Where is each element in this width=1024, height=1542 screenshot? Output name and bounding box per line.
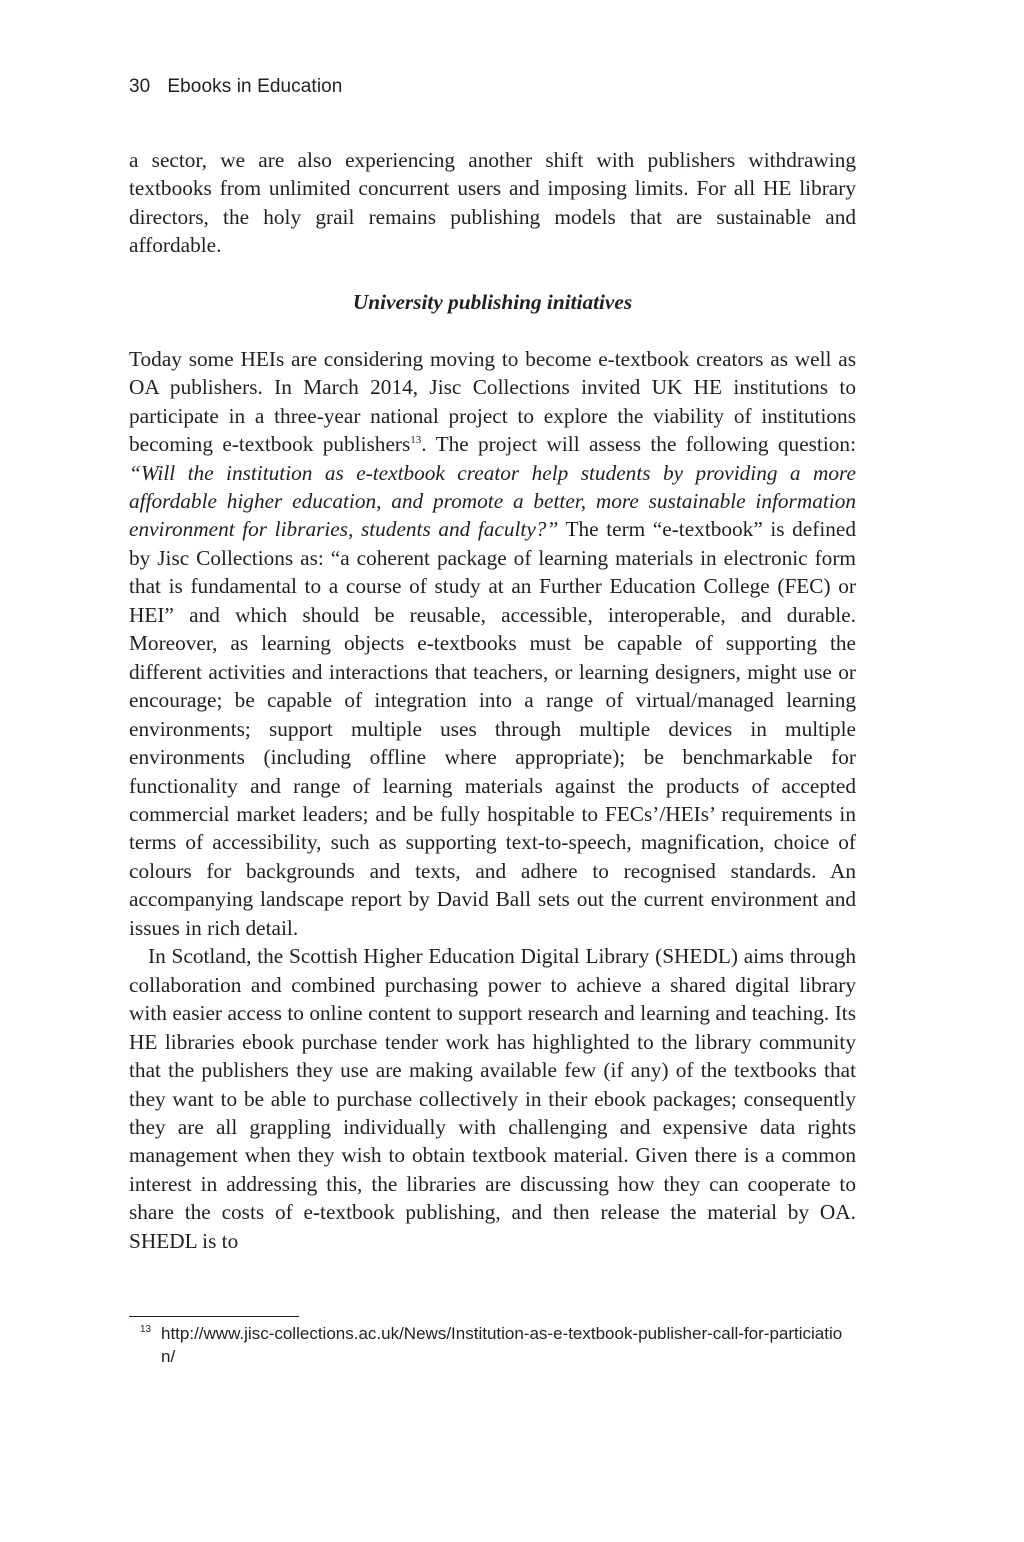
question-quote: “Will the institution as e-textbook creator help students by providing a more affordable higher education, and promote a better, more sustainable information environment for libraries, students and faculty?” bbox=[129, 460, 856, 542]
footnote-divider bbox=[129, 1316, 299, 1317]
footnote bbox=[140, 1322, 856, 1368]
footnote-reference: 13 bbox=[410, 434, 422, 447]
paragraph-text: Today some HEIs are considering moving to become e-textbook creators as well as OA publishers. In March 2014, Jisc Collections invited UK HE institutions to participate in a three-year national project to explore the viability of institutions becoming e-textbook publishers bbox=[129, 346, 856, 457]
running-head bbox=[129, 76, 342, 98]
paragraph-text: . The project will assess the following question: bbox=[421, 432, 856, 457]
paragraph-text: The term “e-textbook” is defined by Jisc Collections as: “a coherent package of learning materials in electronic form that is fundamental to a course of study at an Further Education College (FEC) or HEI” and which should be reusable, accessible, interoperable, and durable. Moreover, as learning objects e-textbooks must be capable of supporting the different activities and interactions that teachers, or learning designers, might use or encourage; be capable of integration into a range of virtual/managed learning environments; support multiple uses through multiple devices in multiple environments (including offline where appropriate); be benchmarkable for functionality and range of learning materials against the products of accepted commercial market leaders; and be fully hospitable to FECs’/HEIs’ requirements in terms of accessibility, such as supporting text-to-speech, magnification, choice of colours for backgrounds and texts, and adhere to recognised standards. An accompanying landscape report by David Ball sets out the current environment and issues in rich detail. bbox=[129, 517, 857, 940]
body-text bbox=[129, 146, 856, 1255]
page-number: 30 bbox=[129, 76, 151, 97]
book-title: Ebooks in Education bbox=[167, 76, 343, 97]
section-heading: University publishing initiatives bbox=[352, 289, 633, 314]
continued-paragraph: a sector, we are also experiencing another shift with publishers withdrawing textbooks from unlimited concurrent users and imposing limits. For all HE library directors, the holy grail remains publishing models that are sustainable and affordable. bbox=[129, 148, 856, 258]
paragraph-university-initiatives bbox=[129, 345, 856, 943]
paragraph-shedl: In Scotland, the Scottish Higher Education Digital Library (SHEDL) aims through collaboration and combined purchasing power to achieve a shared digital library with easier access to online content to support research and learning and teaching. Its HE libraries ebook purchase tender work has highlighted to the library community that the publishers they use are making available few (if any) of the textbooks that they want to be able to purchase collectively in their ebook packages; consequently they are all grappling individually with challenging and expensive data rights management when they wish to obtain textbook material. Given there is a common interest in addressing this, the libraries are discussing how they can cooperate to share the costs of e-textbook publishing, and then release the material by OA. SHEDL is to bbox=[129, 944, 856, 1253]
footnote-number: 13 bbox=[140, 1324, 152, 1335]
footnote-url: http://www.jisc-collections.ac.uk/News/Institution-as-e-textbook-publisher-call-for-particiation/ bbox=[161, 1324, 843, 1366]
